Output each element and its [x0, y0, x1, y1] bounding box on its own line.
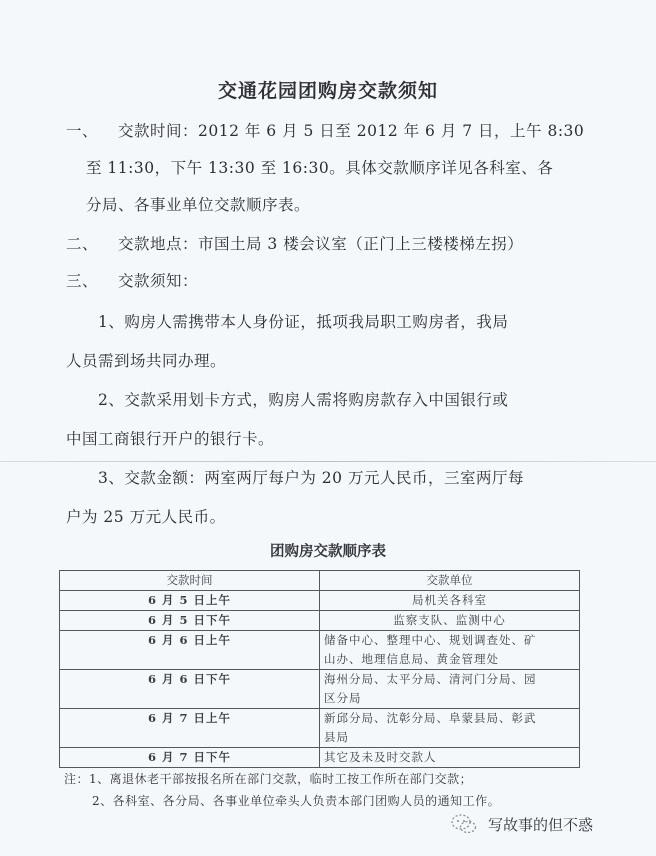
notice-item-2-line-1: 2、交款采用划卡方式，购房人需将购房款存入中国银行或	[98, 391, 509, 409]
table-row	[60, 709, 580, 748]
table-row	[60, 670, 580, 709]
section-number: 二、	[66, 235, 99, 253]
header-unit: 交款单位	[320, 571, 580, 591]
cell-time: 6 月 5 日上午	[60, 591, 320, 611]
header-time: 交款时间	[60, 571, 320, 591]
section-3-line-1: 三、 交款须知：	[66, 269, 198, 291]
cell-time: 6 月 6 日上午	[60, 631, 320, 670]
note-1: 注：1、离退休老干部按报名所在部门交款，临时工按工作所在部门交款；	[64, 772, 473, 786]
cell-time: 6 月 7 日上午	[60, 709, 320, 748]
table-row	[60, 611, 580, 631]
section-number: 三、	[66, 272, 99, 290]
watermark-text: 写故事的但不惑	[488, 815, 594, 834]
cell-time: 6 月 6 日下午	[60, 670, 320, 709]
cell-unit: 储备中心、整理中心、规划调查处、矿 山办、地理信息局、黄金管理处	[320, 631, 580, 670]
cell-unit: 局机关各科室	[320, 591, 580, 611]
notice-item-1-line-1: 1、购房人需携带本人身份证，抵项我局职工购房者，我局	[98, 313, 509, 331]
section-1-line-1: 一、 交款时间：2012 年 6 月 5 日至 2012 年 6 月 7 日，上午 8:30	[66, 119, 584, 141]
document-title: 交通花园团购房交款须知	[217, 80, 438, 102]
table-row	[60, 591, 580, 611]
cell-time: 6 月 7 日下午	[60, 748, 320, 768]
table-row	[60, 631, 580, 670]
section-1-line-2: 至 11:30，下午 13:30 至 16:30。具体交款顺序详见各科室、各	[86, 159, 554, 177]
cell-unit: 监察支队、监测中心	[320, 611, 580, 631]
notes	[64, 768, 500, 812]
note-2: 2、各科室、各分局、各事业单位牵头人负责本部门团购人员的通知工作。	[92, 794, 501, 808]
notice-item-3-line-2: 户为 25 万元人民币。	[66, 508, 226, 526]
schedule-table	[59, 570, 580, 768]
notice-item-3-line-1: 3、交款金额：两室两厅每户为 20 万元人民币，三室两厅每	[98, 469, 524, 487]
table-header-row	[60, 571, 580, 591]
notice-item-1-line-2: 人员需到场共同办理。	[66, 352, 227, 370]
cell-unit: 新邱分局、沈彰分局、阜蒙县局、彰武 县局	[320, 709, 580, 748]
notice-item-2-line-2: 中国工商银行开户的银行卡。	[66, 430, 275, 448]
schedule-title: 团购房交款顺序表	[270, 543, 386, 560]
section-2-line-1: 二、 交款地点：市国土局 3 楼会议室（正门上三楼楼梯左拐）	[66, 232, 523, 254]
paper-fold-line	[0, 461, 656, 462]
cell-unit: 其它及未及时交款人	[320, 748, 580, 768]
cell-unit: 海州分局、太平分局、清河门分局、园 区分局	[320, 670, 580, 709]
watermark	[450, 813, 593, 835]
wechat-icon	[450, 813, 478, 835]
cell-time: 6 月 5 日下午	[60, 611, 320, 631]
section-1-line-3: 分局、各事业单位交款顺序表。	[86, 196, 311, 214]
table-row	[60, 748, 580, 768]
section-number: 一、	[66, 122, 99, 140]
